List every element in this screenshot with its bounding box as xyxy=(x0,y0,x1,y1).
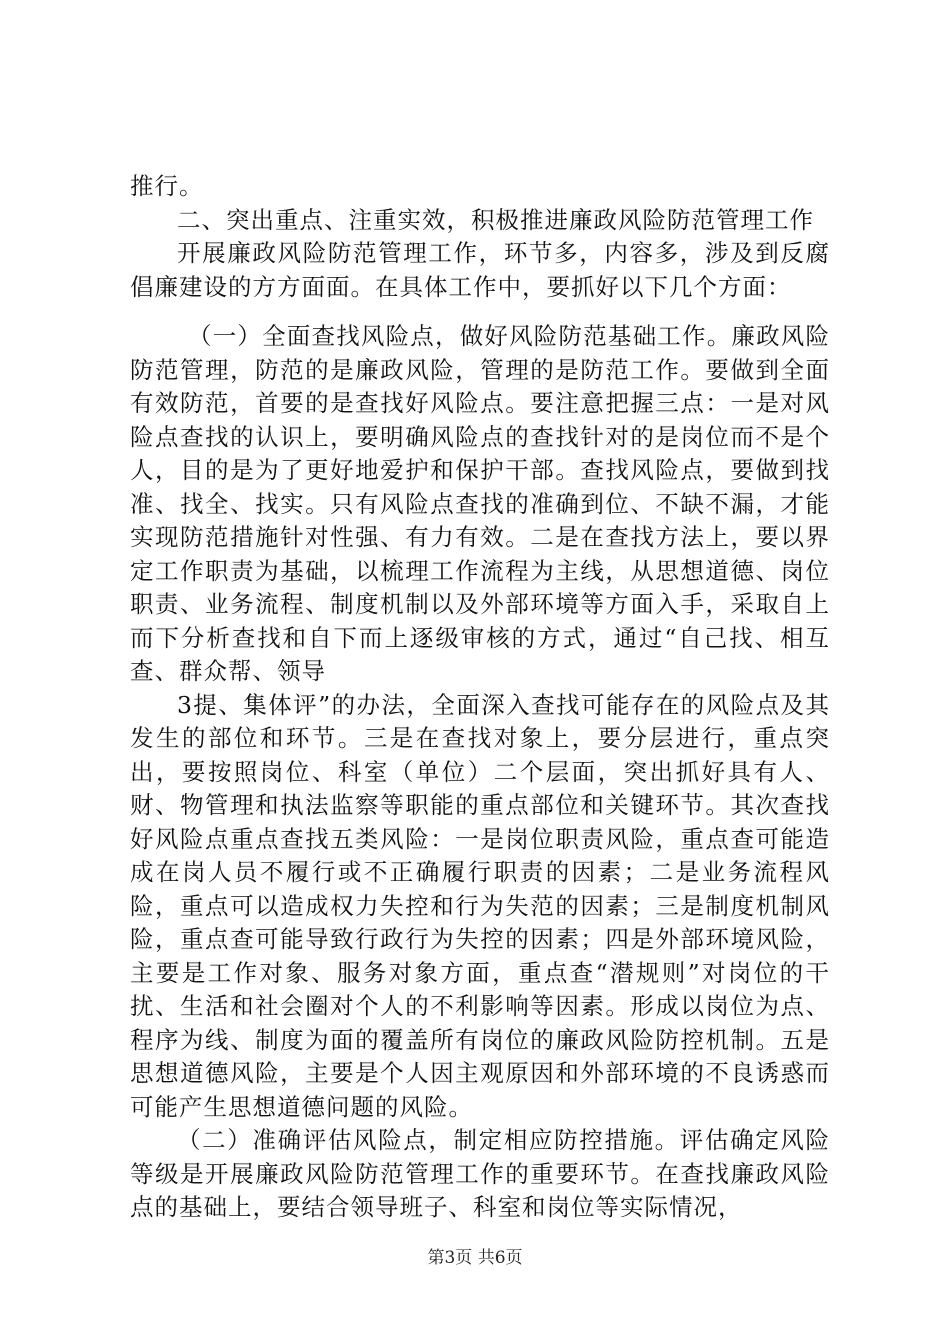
paragraph-subsection-one: （一）全面查找风险点，做好风险防范基础工作。廉政风险防范管理，防范的是廉政风险，管理的是防范工作。要做到全面有效防范，首要的是查找好风险点。要注意把握三点：一是对风险点查找的认识上，要明确风险点的查找针对的是岗位而不是个人，目的是为了更好地爱护和保护干部。查找风险点，要做到找准、找全、找实。只有风险点查找的准确到位、不缺不漏，才能实现防范措施针对性强、有力有效。二是在查找方法上，要以界定工作职责为基础，以梳理工作流程为主线，从思想道德、岗位职责、业务流程、制度机制以及外部环境等方面入手，采取自上而下分析查找和自下而上逐级审核的方式，通过“自己找、相互查、群众帮、领导 xyxy=(130,322,830,685)
section-heading-two: 二、突出重点、注重实效，积极推进廉政风险防范管理工作 xyxy=(177,205,814,234)
document-body xyxy=(130,170,830,1225)
paragraph-subsection-two: （二）准确评估风险点，制定相应防控措施。评估确定风险等级是开展廉政风险防范管理工作的重要环节。在查找廉政风险点的基础上，要结合领导班子、科室和岗位等实际情况， xyxy=(130,1126,830,1221)
paragraph-subsection-one-continued: 3提、集体评”的办法，全面深入查找可能存在的风险点及其发生的部位和环节。三是在查找对象上，要分层进行，重点突出，要按照岗位、科室（单位）二个层面，突出抓好具有人、财、物管理和执法监察等职能的重点部位和关键环节。其次查找好风险点重点查找五类风险：一是岗位职责风险，重点查可能造成在岗人员不履行或不正确履行职责的因素；二是业务流程风险，重点可以造成权力失控和行为失范的因素；三是制度机制风险，重点查可能导致行政行为失控的因素；四是外部环境风险，主要是工作对象、服务对象方面，重点查“潜规则”对岗位的干扰、生活和社会圈对个人的不利影响等因素。形成以岗位为点、程序为线、制度为面的覆盖所有岗位的廉政风险防控机制。五是思想道德风险，主要是个人因主观原因和外部环境的不良诱惑而可能产生思想道德问题的风险。 xyxy=(130,690,830,1121)
paragraph-continuation: 推行。 xyxy=(130,172,204,200)
paragraph-intro: 开展廉政风险防范管理工作，环节多，内容多，涉及到反腐倡廉建设的方方面面。在具体工作中，要抓好以下几个方面： xyxy=(130,239,830,301)
page-number-footer: 第3页 共6页 xyxy=(427,1248,523,1268)
